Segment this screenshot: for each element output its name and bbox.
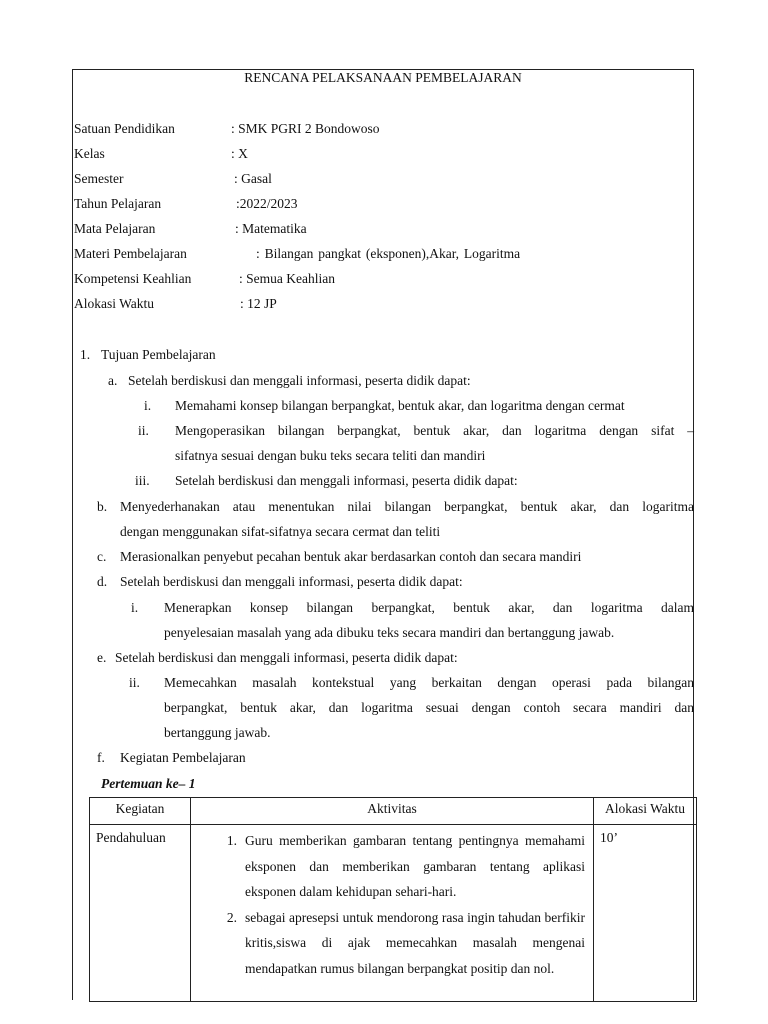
kelas-label: Kelas [74,146,105,161]
table-header-row [90,798,697,825]
tahun-label: Tahun Pelajaran [74,196,162,211]
header-kegiatan: Kegiatan [90,798,191,825]
activity-number: 1. [226,833,237,848]
item-a-text: Setelah berdiskusi dan menggali informasi, peserta didik dapat: [128,373,471,388]
item-b-marker: b. [97,499,108,514]
kegiatan-cell [90,825,191,1002]
tahun-value: :2022/2023 [236,196,298,211]
item-c-marker: c. [97,549,107,564]
tujuan-heading: Tujuan Pembelajaran [101,347,216,362]
item-d-i-line2: penyelesaian masalah yang ada dibuku teks secara mandiri dan bertanggung jawab. [164,625,615,640]
item-a-i-marker: i. [144,398,152,413]
item-e-text: Setelah berdiskusi dan menggali informasi, peserta didik dapat: [115,650,458,665]
item-e-ii-line3: bertanggung jawab. [164,725,271,740]
pertemuan-heading: Pertemuan ke– 1 [101,776,196,791]
kompetensi-value: : Semua Keahlian [239,271,335,286]
activity-text: sebagai apresepsi untuk mendorong rasa ingin tahudan berfikir kritis,siswa di ajak memecahkan masalah mengenai mendapatkan rumus bilangan berpangkat positip dan nol. [245,909,585,976]
alokasi-label: Alokasi Waktu [74,296,155,311]
semester-value: : Gasal [234,171,272,186]
item-d-i-line1: Menerapkan konsep bilangan berpangkat, bentuk akar, dan logaritma dalam [164,600,694,615]
item-d-marker: d. [97,574,108,589]
list-item [191,905,585,982]
item-b-line2: dengan menggunakan sifat-sifatnya secara cermat dan teliti [120,524,441,539]
kelas-value: : X [231,146,248,161]
item-a-ii-marker: ii. [138,423,149,438]
semester-label: Semester [74,171,124,186]
satuan-value: : SMK PGRI 2 Bondowoso [231,121,380,136]
item-e-marker: e. [97,650,107,665]
item-c-text: Merasionalkan penyebut pecahan bentuk akar berdasarkan contoh dan secara mandiri [120,549,582,564]
alokasi-cell [594,825,697,1002]
item-a-i-text: Memahami konsep bilangan berpangkat, bentuk akar, dan logaritma dengan cermat [175,398,625,413]
aktivitas-cell [191,825,594,1002]
satuan-label: Satuan Pendidikan [74,121,175,136]
header-aktivitas: Aktivitas [191,798,594,825]
item-a-iii-text: Setelah berdiskusi dan menggali informasi, peserta didik dapat: [175,473,518,488]
kegiatan-text: Pendahuluan [96,830,166,845]
item-a-ii-line1: Mengoperasikan bilangan berpangkat, bentuk akar, dan logaritma dengan sifat – [175,423,694,438]
table-row [90,825,697,1002]
alokasi-value: : 12 JP [240,296,277,311]
tujuan-number: 1. [80,347,91,362]
item-e-ii-marker: ii. [129,675,140,690]
item-a-marker: a. [108,373,118,388]
mapel-label: Mata Pelajaran [74,221,156,236]
activity-table [89,797,697,1002]
item-a-ii-line2: sifatnya sesuai dengan buku teks secara teliti dan mandiri [175,448,486,463]
item-e-ii-line1: Memecahkan masalah kontekstual yang berkaitan dengan operasi pada bilangan [164,675,694,690]
item-f-text: Kegiatan Pembelajaran [120,750,246,765]
item-a-iii-marker: iii. [135,473,150,488]
kompetensi-label: Kompetensi Keahlian [74,271,192,286]
item-e-ii-line2: berpangkat, bentuk akar, dan logaritma sesuai dengan contoh secara mandiri dan [164,700,694,715]
materi-label: Materi Pembelajaran [74,246,187,261]
activity-text: Guru memberikan gambaran tentang pentingnya memahami eksponen dan memberikan gambaran tentang aplikasi eksponen dalam kehidupan sehari-hari. [245,833,585,899]
materi-value: : Bilangan pangkat (eksponen),Akar, Logaritma [256,246,521,261]
item-f-marker: f. [97,750,105,765]
document-title: RENCANA PELAKSANAAN PEMBELAJARAN [244,70,522,85]
header-alokasi: Alokasi Waktu [594,798,697,825]
item-d-i-marker: i. [131,600,139,615]
alokasi-text: 10’ [600,830,618,845]
activity-number: 2. [226,909,237,925]
item-d-text: Setelah berdiskusi dan menggali informasi, peserta didik dapat: [120,574,463,589]
item-b-line1: Menyederhanakan atau menentukan nilai bilangan berpangkat, bentuk akar, dan logaritma [120,499,694,514]
list-item [191,828,585,905]
mapel-value: : Matematika [235,221,307,236]
